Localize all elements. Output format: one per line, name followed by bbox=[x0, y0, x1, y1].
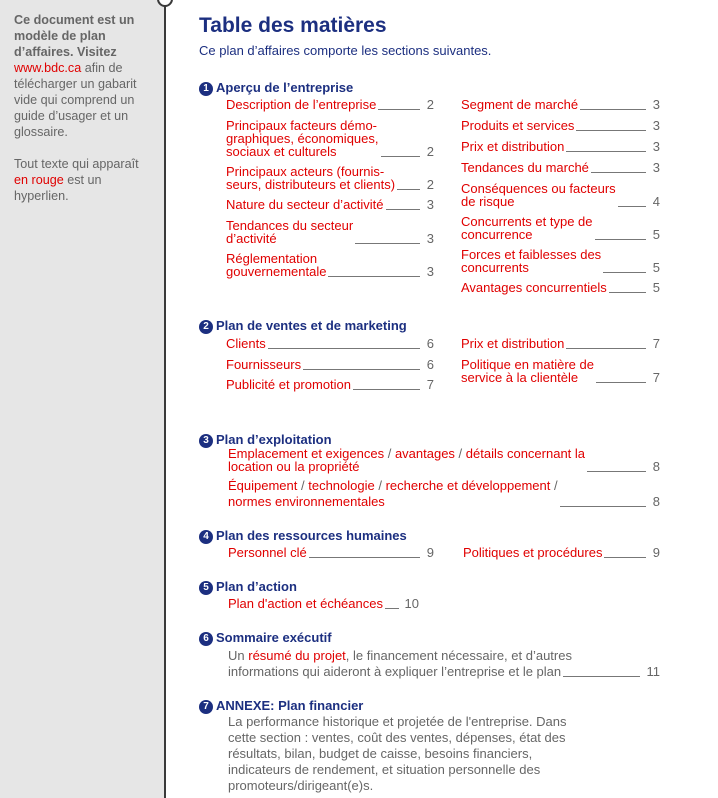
section-number-badge: 4 bbox=[199, 530, 213, 544]
toc-entry[interactable] bbox=[461, 140, 660, 153]
section-2-heading bbox=[199, 318, 407, 334]
page-number: 3 bbox=[652, 97, 660, 112]
toc-link[interactable]: Principaux acteurs (fournis- seurs, distributeurs et clients) bbox=[226, 164, 396, 192]
page-number: 5 bbox=[652, 260, 660, 275]
section-number-badge: 1 bbox=[199, 82, 213, 96]
page-number: 3 bbox=[652, 118, 660, 133]
toc-entry[interactable] bbox=[461, 358, 660, 384]
toc-entry[interactable] bbox=[461, 98, 660, 111]
leader-line bbox=[591, 172, 646, 173]
toc-entry[interactable] bbox=[461, 337, 660, 350]
leader-line bbox=[381, 156, 421, 157]
leader-line bbox=[609, 292, 646, 293]
toc-entry[interactable] bbox=[226, 119, 434, 158]
toc-link[interactable]: Concurrents et type de concurrence bbox=[461, 214, 593, 242]
toc-link[interactable]: Avantages concurrentiels bbox=[461, 280, 607, 295]
toc-link[interactable]: Principaux facteurs démo- graphiques, économiques, sociaux et culturels bbox=[226, 118, 379, 159]
page-number: 9 bbox=[652, 545, 660, 560]
section-number-badge: 2 bbox=[199, 320, 213, 334]
toc-link[interactable]: Plan d'action et échéances bbox=[228, 596, 383, 611]
toc-link[interactable]: Emplacement et exigences / avantages / détails concernant la location ou la propriété bbox=[228, 446, 586, 474]
section-4-heading bbox=[199, 528, 407, 544]
page-number: 3 bbox=[426, 264, 434, 279]
toc-link[interactable]: Fournisseurs bbox=[226, 357, 302, 372]
page-number: 9 bbox=[426, 545, 434, 560]
section-number-badge: 7 bbox=[199, 700, 213, 714]
toc-link[interactable]: Description de l’entreprise bbox=[226, 97, 377, 112]
sidebar-note-pre: Tout texte qui apparaît bbox=[14, 157, 139, 171]
toc-entry[interactable] bbox=[228, 479, 660, 508]
leader-line bbox=[576, 130, 646, 131]
leader-line bbox=[587, 471, 646, 472]
leader-line bbox=[580, 109, 646, 110]
toc-link[interactable]: Conséquences ou facteurs de risque bbox=[461, 181, 616, 209]
page-number: 6 bbox=[426, 336, 434, 351]
toc-entry[interactable] bbox=[461, 161, 660, 174]
toc-entry[interactable] bbox=[226, 378, 434, 391]
sidebar-note-post: est un hyperlien. bbox=[14, 173, 102, 203]
page-number: 3 bbox=[426, 197, 434, 212]
toc-entry[interactable] bbox=[461, 215, 660, 241]
page-title: Table des matières bbox=[199, 14, 387, 37]
sidebar-intro-rest: afin de télécharger un gabarit vide qui comprend un guide d’usager et un glossaire. bbox=[14, 61, 137, 139]
annex-description: La performance historique et projetée de l'entreprise. Dans cette section : ventes, coût des ventes, dépenses, état des résultats, bilan, budget de caisse, besoins financiers, indicateurs de rendement, et situation personnelle des promoteurs/dirigeant(e)s. bbox=[228, 714, 567, 793]
leader-line bbox=[596, 382, 646, 383]
leader-line bbox=[309, 557, 420, 558]
toc-link[interactable]: Politique en matière de service à la clientèle bbox=[461, 357, 594, 385]
page-number: 5 bbox=[652, 280, 660, 295]
section-6-heading bbox=[199, 630, 332, 646]
leader-line bbox=[328, 276, 420, 277]
section-title: ANNEXE: Plan financier bbox=[216, 698, 364, 713]
sidebar-note-red: en rouge bbox=[14, 173, 64, 187]
leader-line bbox=[618, 206, 646, 207]
leader-line bbox=[560, 506, 646, 507]
toc-entry[interactable] bbox=[461, 182, 660, 208]
section-title: Plan de ventes et de marketing bbox=[216, 318, 407, 333]
page-number: 3 bbox=[426, 231, 434, 246]
section-title: Aperçu de l’entreprise bbox=[216, 80, 354, 95]
toc-entry[interactable] bbox=[226, 219, 434, 245]
toc-entry[interactable] bbox=[226, 337, 434, 350]
toc-link[interactable]: Réglementation gouvernementale bbox=[226, 251, 327, 279]
page-number: 5 bbox=[652, 227, 660, 242]
toc-link[interactable]: Tendances du secteur d’activité bbox=[226, 218, 354, 246]
page-subtitle: Ce plan d’affaires comporte les sections suivantes. bbox=[199, 43, 492, 58]
page-number: 3 bbox=[652, 160, 660, 175]
toc-entry[interactable] bbox=[461, 248, 660, 274]
page-number: 8 bbox=[652, 494, 660, 509]
page-number: 4 bbox=[652, 194, 660, 209]
leader-line bbox=[353, 389, 420, 390]
toc-entry[interactable] bbox=[461, 119, 660, 132]
toc-link[interactable]: Prix et distribution bbox=[461, 336, 565, 351]
leader-line bbox=[268, 348, 420, 349]
section-number-badge: 6 bbox=[199, 632, 213, 646]
bdc-link[interactable]: www.bdc.ca bbox=[14, 61, 82, 75]
toc-entry[interactable] bbox=[226, 165, 434, 191]
leader-line bbox=[603, 272, 646, 273]
leader-line bbox=[378, 109, 420, 110]
toc-link[interactable]: Produits et services bbox=[461, 118, 575, 133]
toc-entry[interactable] bbox=[226, 358, 434, 371]
toc-entry[interactable] bbox=[226, 98, 434, 111]
toc-entry[interactable] bbox=[226, 252, 434, 278]
section-title: Plan d’exploitation bbox=[216, 432, 332, 447]
page-number: 2 bbox=[426, 144, 434, 159]
page-number: 7 bbox=[652, 370, 660, 385]
leader-line bbox=[355, 243, 420, 244]
section-title: Plan des ressources humaines bbox=[216, 528, 407, 543]
page-number: 3 bbox=[652, 139, 660, 154]
leader-line bbox=[566, 151, 646, 152]
page-number: 7 bbox=[652, 336, 660, 351]
page-number: 10 bbox=[404, 596, 419, 611]
page-number: 8 bbox=[652, 459, 660, 474]
toc-link[interactable]: Nature du secteur d’activité bbox=[226, 197, 384, 212]
leader-line bbox=[595, 239, 646, 240]
leader-line bbox=[566, 348, 646, 349]
summary-text: Un résumé du projet, le financement nécessaire, et d’autres informations qui aideront à expliquer l’entreprise et le plan 11 bbox=[228, 648, 660, 679]
sidebar-intro-bold: Ce document est un modèle de plan d’affaires. Visitez bbox=[14, 13, 135, 59]
toc-link[interactable]: Clients bbox=[226, 336, 266, 351]
section-7-heading bbox=[199, 698, 363, 714]
toc-entry[interactable] bbox=[461, 281, 660, 294]
section-title: Sommaire exécutif bbox=[216, 630, 332, 645]
toc-link[interactable]: Forces et faiblesses des concurrents bbox=[461, 247, 602, 275]
toc-entry[interactable] bbox=[228, 546, 434, 559]
leader-line bbox=[397, 189, 420, 190]
leader-line bbox=[386, 209, 420, 210]
page-number: 6 bbox=[426, 357, 434, 372]
leader-line bbox=[303, 369, 420, 370]
section-number-badge: 5 bbox=[199, 581, 213, 595]
page-number: 2 bbox=[426, 177, 434, 192]
page-number: 7 bbox=[426, 377, 434, 392]
leader-line bbox=[604, 557, 646, 558]
section-5-heading bbox=[199, 579, 297, 595]
toc-entry[interactable] bbox=[463, 546, 660, 559]
toc-link[interactable]: Politiques et procédures bbox=[463, 545, 603, 560]
page-number: 11 bbox=[646, 664, 660, 679]
toc-link[interactable]: Prix et distribution bbox=[461, 139, 565, 154]
section-1-heading bbox=[199, 80, 353, 96]
toc-link[interactable]: Publicité et promotion bbox=[226, 377, 352, 392]
page-number: 2 bbox=[426, 97, 434, 112]
section-number-badge: 3 bbox=[199, 434, 213, 448]
section-title: Plan d’action bbox=[216, 579, 297, 594]
project-summary-link[interactable]: résumé du projet bbox=[248, 648, 346, 663]
toc-link[interactable]: Personnel clé bbox=[228, 545, 307, 560]
leader-line bbox=[385, 608, 399, 609]
toc-link[interactable]: Segment de marché bbox=[461, 97, 579, 112]
toc-entry[interactable] bbox=[228, 447, 660, 473]
toc-link[interactable]: Tendances du marché bbox=[461, 160, 589, 175]
toc-entry[interactable] bbox=[226, 198, 434, 211]
toc-entry[interactable] bbox=[228, 597, 434, 610]
toc-link[interactable]: Équipement / technologie / recherche et développement / normes environnementales bbox=[228, 478, 558, 509]
